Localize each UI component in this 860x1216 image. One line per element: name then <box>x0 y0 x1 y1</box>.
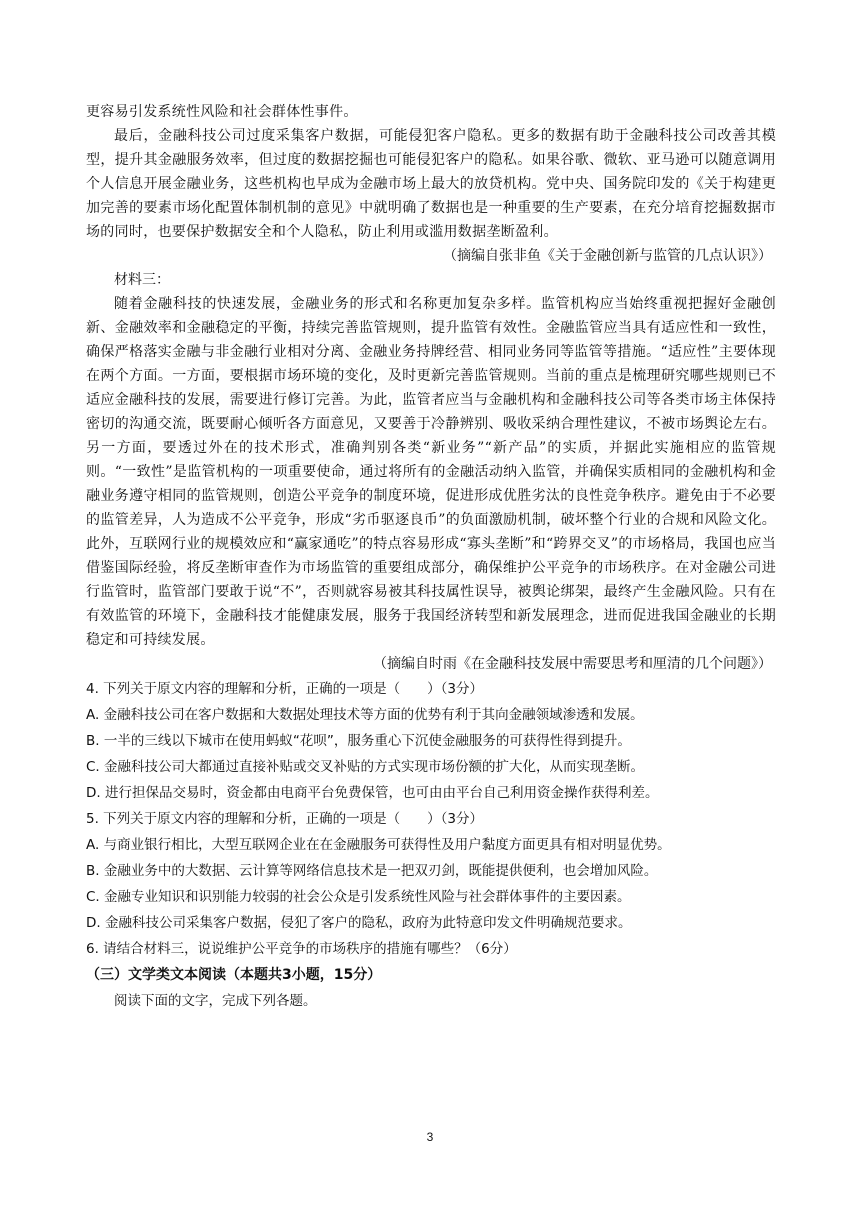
section-3-heading: （三）文学类文本阅读（本题共3小题，15分） <box>86 967 382 983</box>
question-4-option-d: D. 进行担保品交易时，资金都由电商平台免费保管，也可由由平台自己利用资金操作获得利差。 <box>86 785 659 801</box>
passage-paragraph-last: 最后，金融科技公司过度采集客户数据，可能侵犯客户隐私。更多的数据有助于金融科技公司改善其模型，提升其金融服务效率，但过度的数据挖掘也可能侵犯客户的隐私。如果谷歌、微软、亚马逊可以随意调用个人信息开展金融业务，这些机构也早成为金融市场上最大的放贷机构。党中央、国务院印发的《关于构建更加完善的要素市场化配置体制机制的意见》中就明确了数据也是一种重要的生产要素，在充分培育挖掘数据市场的同时，也要保护数据安全和个人隐私，防止利用或滥用数据垄断盈利。 <box>86 128 776 240</box>
question-6: 6. 请结合材料三，说说维护公平竞争的市场秩序的措施有哪些？（6分） <box>86 941 517 957</box>
source-citation-material2: （摘编自张非鱼《关于金融创新与监管的几点认识》） <box>443 248 772 264</box>
question-4: 4. 下列关于原文内容的理解和分析，正确的一项是（ ）（3分） <box>86 681 484 697</box>
question-5-option-b: B. 金融业务中的大数据、云计算等网络信息技术是一把双刃剑，既能提供便利，也会增加风险。 <box>86 863 658 879</box>
question-5: 5. 下列关于原文内容的理解和分析，正确的一项是（ ）（3分） <box>86 811 484 827</box>
passage-continuation: 更容易引发系统性风险和社会群体性事件。 <box>86 104 358 120</box>
question-4-option-b: B. 一半的三线以下城市在使用蚂蚁“花呗”，服务重心下沉使金融服务的可获得性得到提升。 <box>86 733 631 749</box>
question-5-option-c: C. 金融专业知识和识别能力较弱的社会公众是引发系统性风险与社会群体事件的主要因素。 <box>86 889 631 905</box>
question-5-option-a: A. 与商业银行相比，大型互联网企业在在金融服务可获得性及用户黏度方面更具有相对明显优势。 <box>86 837 671 853</box>
page-content <box>86 100 776 1014</box>
source-citation-material3: （摘编自时雨《在金融科技发展中需要思考和厘清的几个问题》） <box>373 656 772 672</box>
material3-body: 随着金融科技的快速发展，金融业务的形式和名称更加复杂多样。监管机构应当始终重视把握好金融创新、金融效率和金融稳定的平衡，持续完善监管规则，提升监管有效性。金融监管应当具有适应性和一致性，确保严格落实金融与非金融行业相对分离、金融业务持牌经营、相同业务同等监管等措施。“适应性”主要体现在两个方面。一方面，要根据市场环境的变化，及时更新完善监管规则。当前的重点是梳理研究哪些规则已不适应金融科技的发展，需要进行修订完善。为此，监管者应当与金融机构和金融科技公司等各类市场主体保持密切的沟通交流，既要耐心倾听各方面意见，又要善于冷静辨别、吸收采纳合理性建议，不被市场舆论左右。另一方面，要透过外在的技术形式，准确判别各类“新业务”“新产品”的实质，并据此实施相应的监管规则。“一致性”是监管机构的一项重要使命，通过将所有的金融活动纳入监管，并确保实质相同的金融机构和金融业务遵守相同的监管规则，创造公平竞争的制度环境，促进形成优胜劣汰的良性竞争秩序。避免由于不必要的监管差异，人为造成不公平竞争，形成“劣币驱逐良币”的负面激励机制，破坏整个行业的合规和风险文化。此外，互联网行业的规模效应和“赢家通吃”的特点容易形成“寡头垄断”和“跨界交叉”的市场格局，我国也应当借鉴国际经验，将反垄断审查作为市场监管的重要组成部分，确保维护公平竞争的市场秩序。在对金融公司进行监管时，监管部门要敢于说“不”，否则就容易被其科技属性误导，被舆论绑架，最终产生金融风险。只有在有效监管的环境下，金融科技才能健康发展，服务于我国经济转型和新发展理念，进而促进我国金融业的长期稳定和可持续发展。 <box>86 296 776 648</box>
question-4-option-c: C. 金融科技公司大都通过直接补贴或交叉补贴的方式实现市场份额的扩大化，从而实现垄断。 <box>86 759 645 775</box>
section-3-instruction: 阅读下面的文字，完成下列各题。 <box>114 993 317 1009</box>
question-4-option-a: A. 金融科技公司在客户数据和大数据处理技术等方面的优势有利于其向金融领域渗透和发展。 <box>86 707 644 723</box>
page-number: 3 <box>426 1130 434 1144</box>
material3-label: 材料三： <box>114 272 170 288</box>
question-5-option-d: D. 金融科技公司采集客户数据，侵犯了客户的隐私，政府为此特意印发文件明确规范要求。 <box>86 915 632 931</box>
